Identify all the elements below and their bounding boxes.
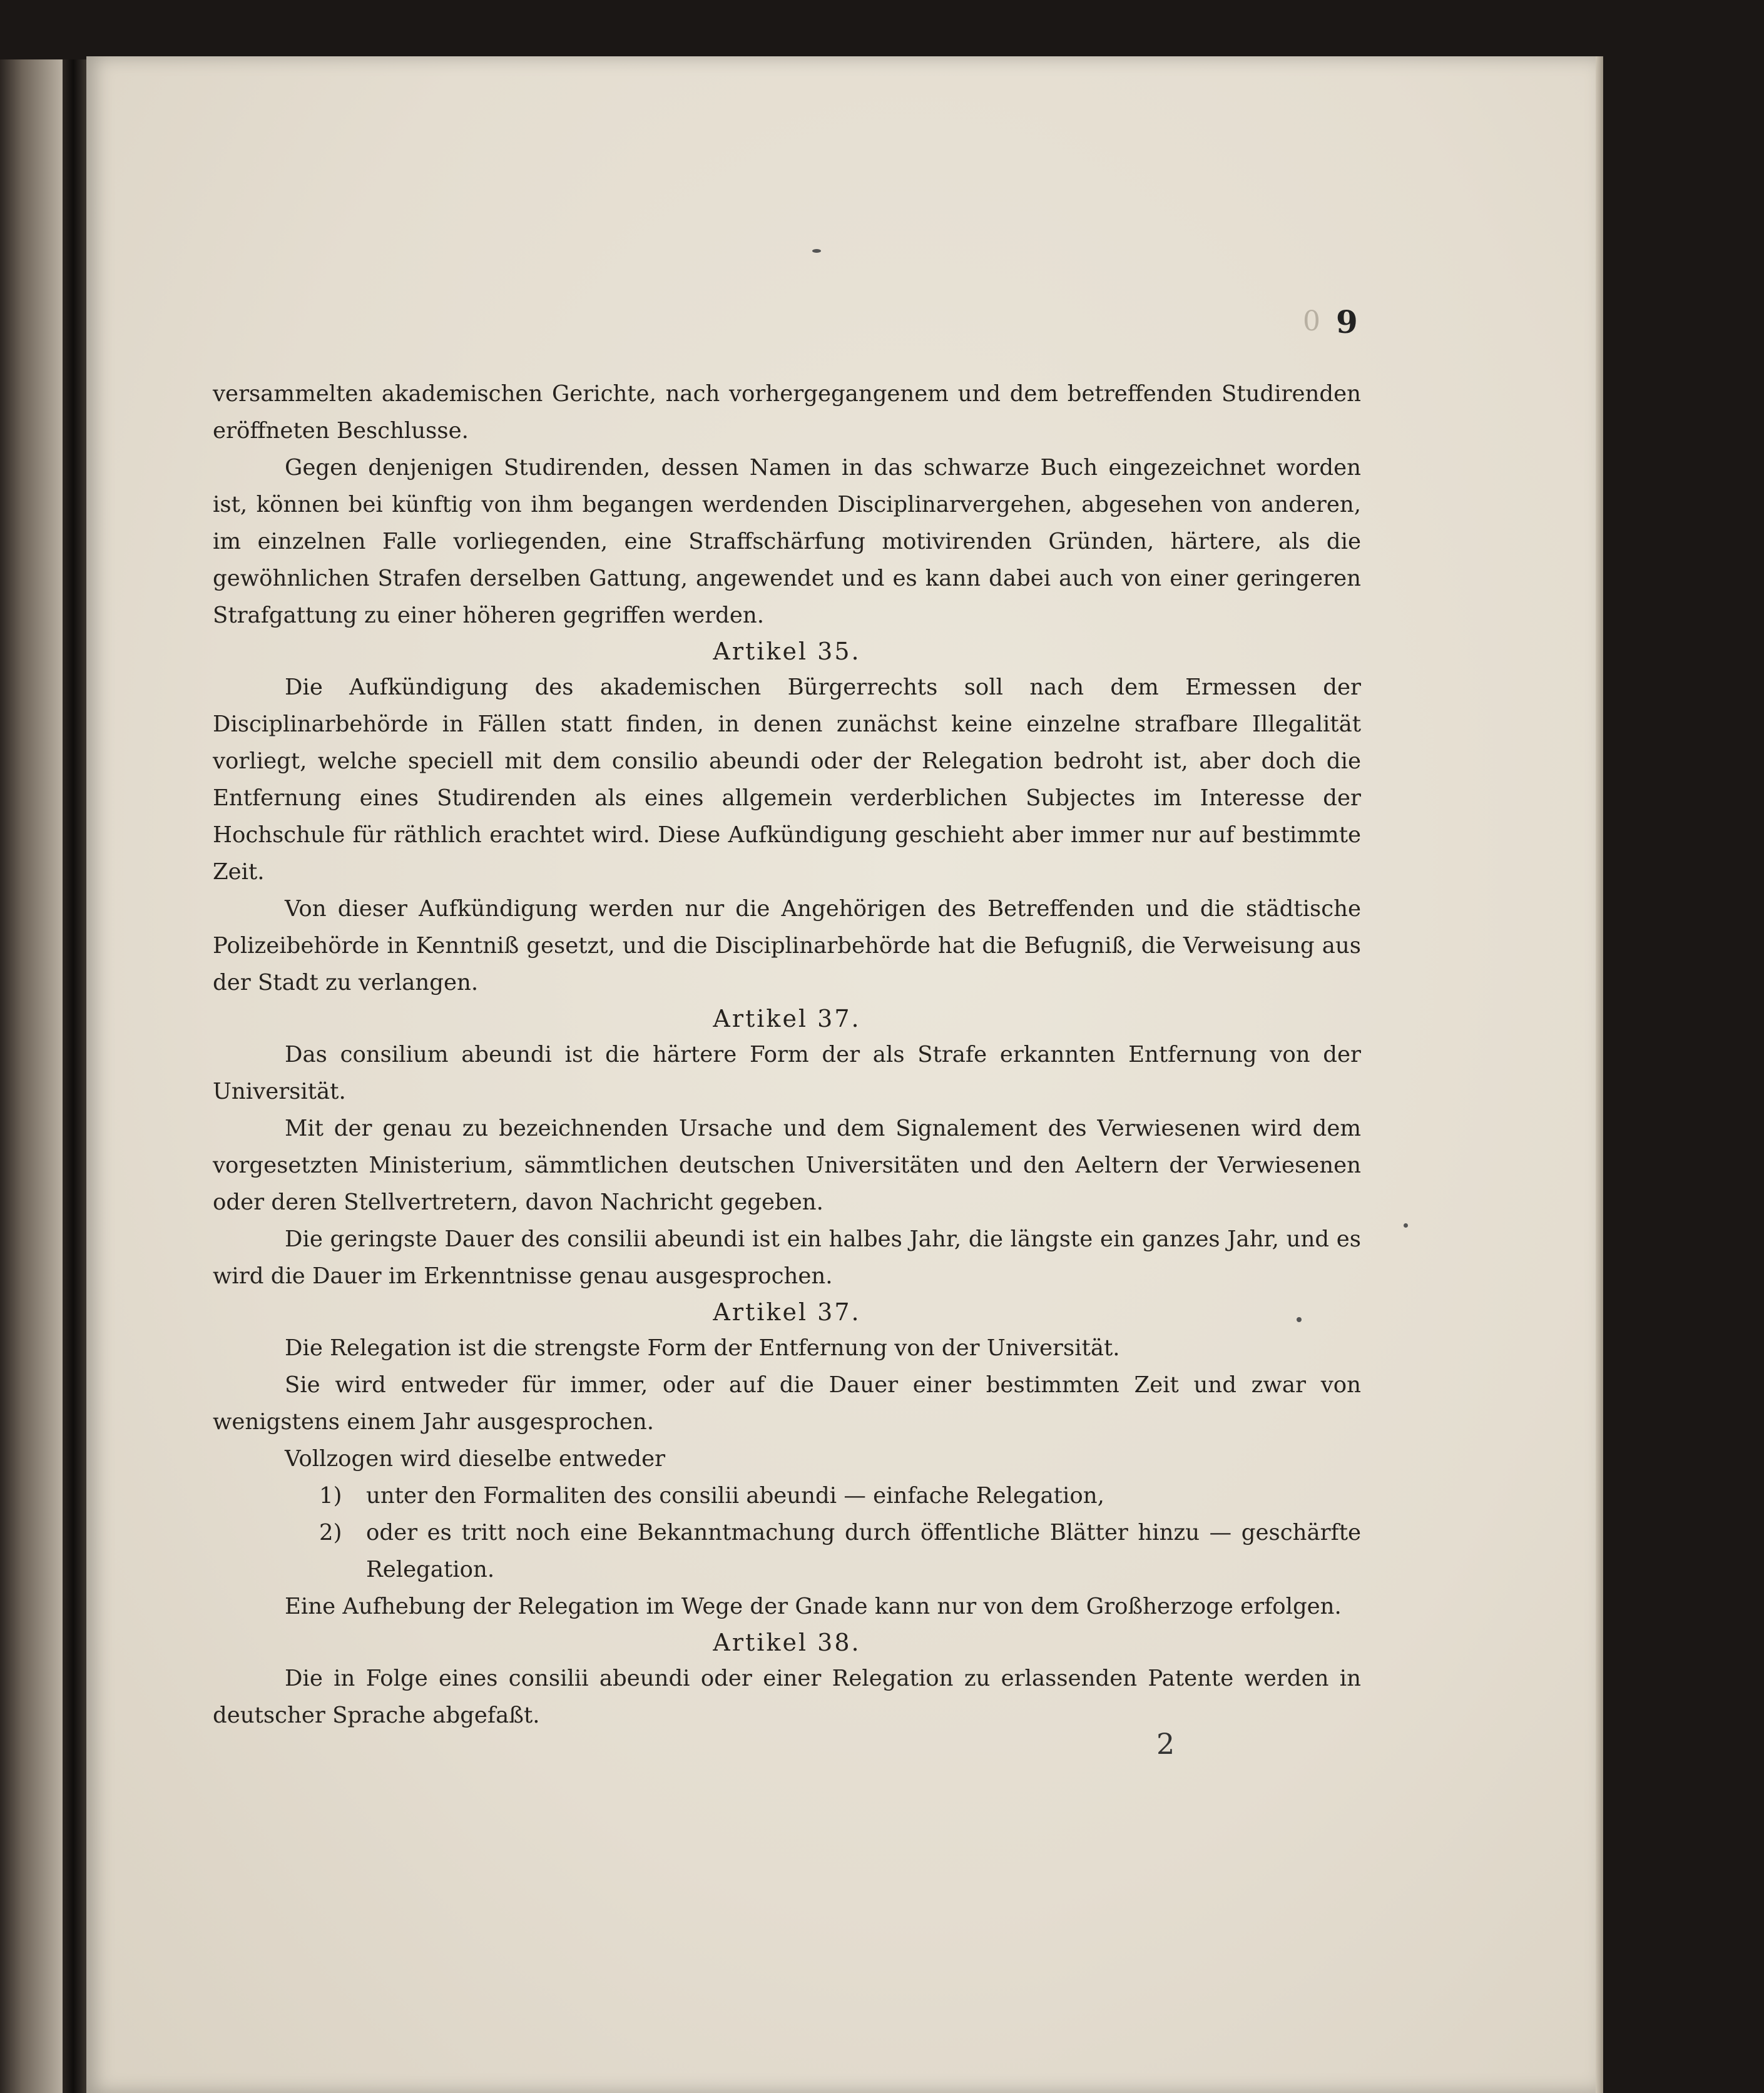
ink-speck [812,249,821,253]
paragraph: Gegen denjenigen Studirenden, dessen Namen in das schwarze Buch eingezeichnet worden ist, können bei künftig von ihm begangen werdenden Disciplinarvergehen, abgesehen von anderen, im einzelnen Falle vorliegenden, eine Straffschärfung motivirenden Gründen, härtere, als die gewöhnlichen Strafen derselben Gattung, angewendet und es kann dabei auch von einer geringeren Strafgattung zu einer höheren gegriffen werden. [213,455,1361,628]
body-text [213,375,1361,1734]
article-heading: Artikel 35. [713,638,861,665]
article-heading: Artikel 37. [713,1298,861,1326]
page-number-show-through: 0 [1303,305,1320,337]
paragraph: Eine Aufhebung der Relegation im Wege der Gnade kann nur von dem Großherzoge erfolgen. [285,1594,1342,1619]
paragraph: Von dieser Aufkündigung werden nur die Angehörigen des Betreffenden und die städtische Polizeibehörde in Kenntniß gesetzt, und die Disciplinarbehörde hat die Befugniß, die Verweisung aus der Stadt zu verlangen. [213,896,1361,996]
list-item [213,1477,1361,1514]
paragraph: Die in Folge eines consilii abeundi oder einer Relegation zu erlassenden Patente werden in deutscher Sprache abgefaßt. [213,1666,1361,1728]
page-edge [1596,56,1603,2093]
ink-speck [1404,1223,1408,1228]
list-item-text: oder es tritt noch eine Bekanntmachung durch öffentliche Blätter hinzu — geschärfte Relegation. [366,1520,1361,1582]
printer-signature-mark: 2 [1156,1727,1175,1761]
paragraph: Die Aufkündigung des akademischen Bürgerrechts soll nach dem Ermessen der Disciplinarbehörde in Fällen statt finden, in denen zunächst keine einzelne strafbare Illegalität vorliegt, welche speciell mit dem consilio abeundi oder der Relegation bedroht ist, aber doch die Entfernung eines Studirenden als eines allgemein verderblichen Subjectes im Interesse der Hochschule für räthlich erachtet wird. Diese Aufkündigung geschieht aber immer nur auf bestimmte Zeit. [213,675,1361,885]
list-item-number: 1) [319,1483,342,1509]
article-heading: Artikel 38. [713,1629,861,1656]
paragraph: Die geringste Dauer des consilii abeundi ist ein halbes Jahr, die längste ein ganzes Jahr, und es wird die Dauer im Erkenntnisse genau ausgesprochen. [213,1226,1361,1289]
paragraph: Vollzogen wird dieselbe entweder [285,1446,666,1472]
paragraph: Mit der genau zu bezeichnenden Ursache und dem Signalement des Verwiesenen wird dem vorgesetzten Ministerium, sämmtlichen deutschen Universitäten und den Aeltern der Verwiesenen oder deren Stellvertretern, davon Nachricht gegeben. [213,1116,1361,1215]
facing-page-edge [0,59,63,2093]
article-heading: Artikel 37. [713,1005,861,1032]
paragraph: Das consilium abeundi ist die härtere Form der als Strafe erkannten Entfernung von der Universität. [213,1042,1361,1104]
paragraph: versammelten akademischen Gerichte, nach vorhergegangenem und dem betreffenden Studirenden eröffneten Beschlusse. [213,381,1361,444]
ink-speck [1297,1317,1302,1322]
list-item-number: 2) [319,1520,342,1546]
list-item [213,1514,1361,1588]
paragraph: Sie wird entweder für immer, oder auf die Dauer einer bestimmten Zeit und zwar von wenigstens einem Jahr ausgesprochen. [213,1372,1361,1435]
list-item-text: unter den Formaliten des consilii abeundi — einfache Relegation, [366,1483,1104,1509]
page-number: 9 [1336,303,1358,340]
book-gutter [63,59,86,2093]
paragraph: Die Relegation ist die strengste Form der Entfernung von der Universität. [285,1335,1120,1361]
